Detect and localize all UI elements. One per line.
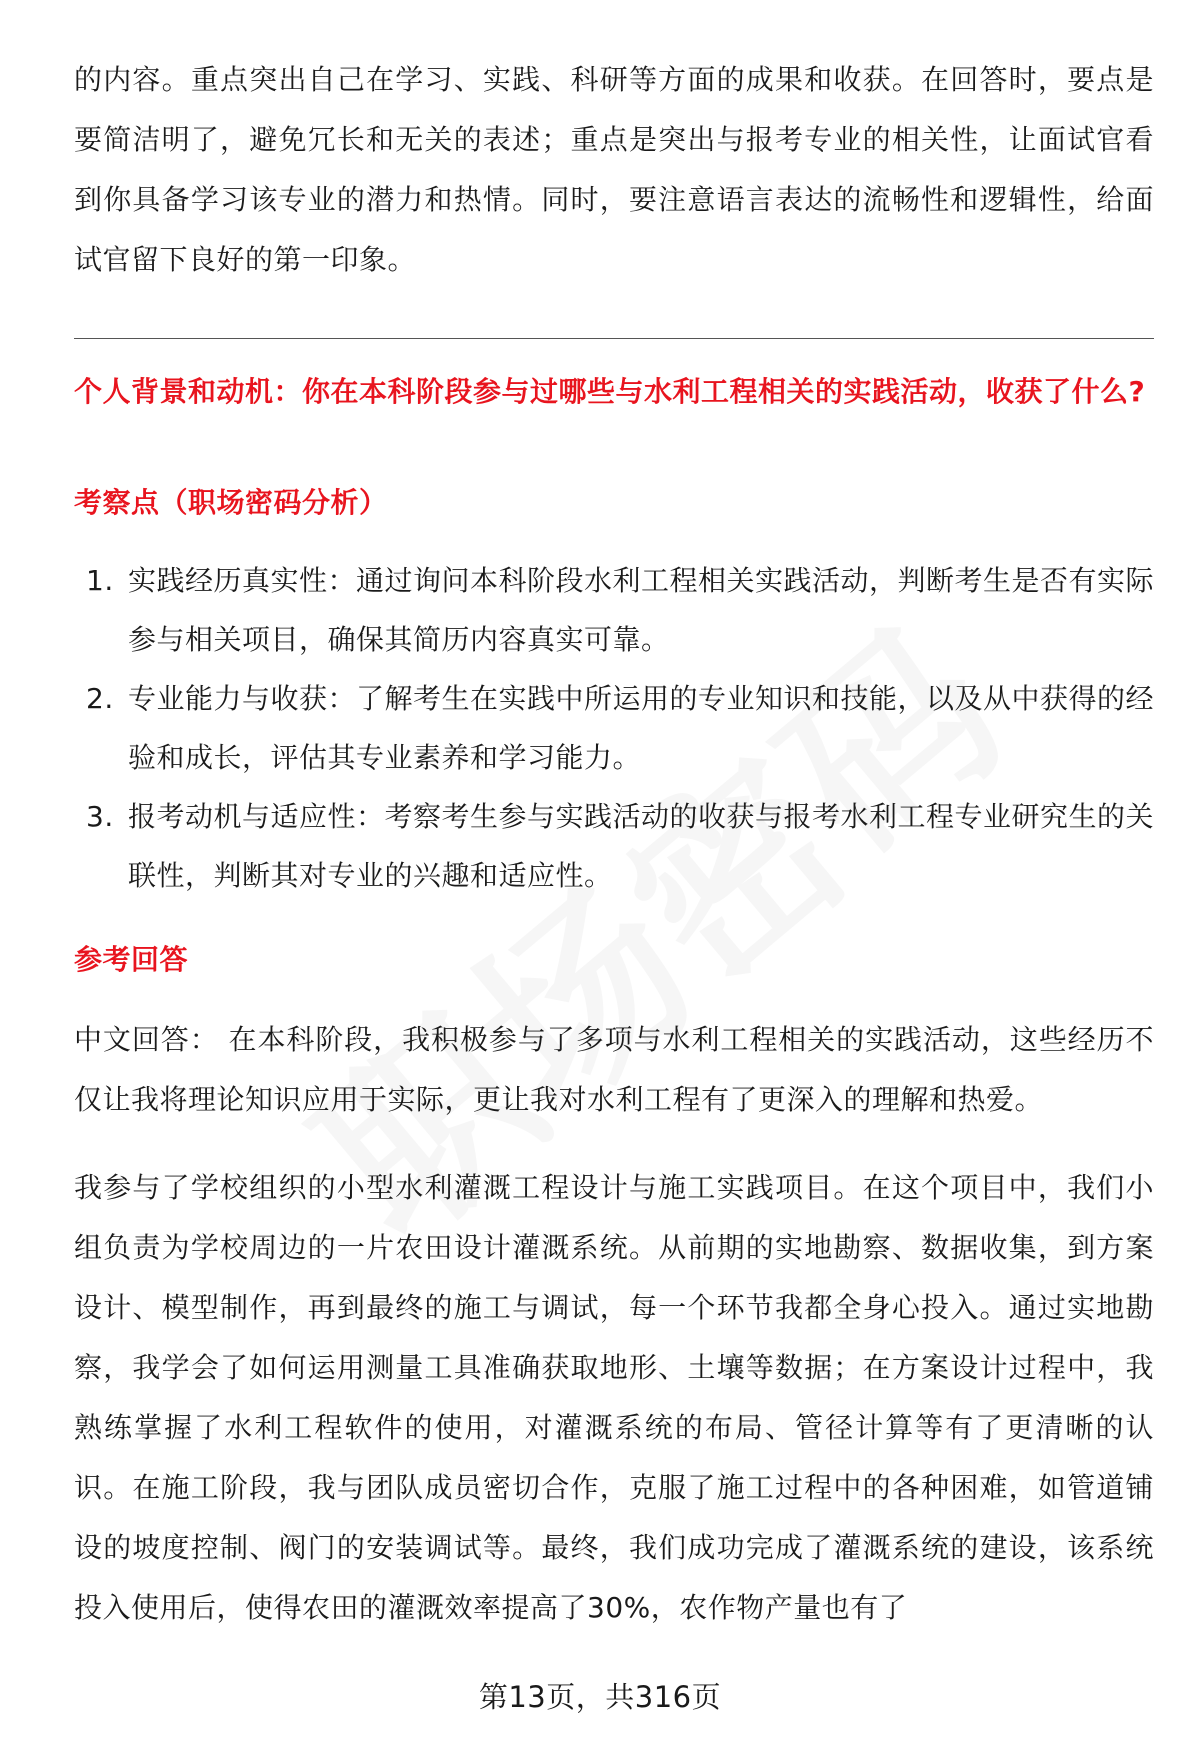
list-item-number: 3. xyxy=(86,800,114,833)
exam-points-list xyxy=(74,551,1154,905)
list-item xyxy=(74,669,1154,787)
page-number-footer: 第13页，共316页 xyxy=(478,1680,722,1714)
chinese-answer-paragraph: 中文回答： 在本科阶段，我积极参与了多项与水利工程相关的实践活动，这些经历不仅让我将理论知识应用于实际，更让我对水利工程有了更深入的理解和热爱。 xyxy=(74,1023,1154,1116)
question-heading: 个人背景和动机：你在本科阶段参与过哪些与水利工程相关的实践活动，收获了什么? xyxy=(74,375,1146,408)
list-item xyxy=(74,787,1154,905)
list-item-number: 1. xyxy=(86,564,114,597)
list-item-number: 2. xyxy=(86,682,114,715)
list-item-text: 报考动机与适应性：考察考生参与实践活动的收获与报考水利工程专业研究生的关联性，判断其对专业的兴趣和适应性。 xyxy=(128,800,1155,892)
reference-answer-heading: 参考回答 xyxy=(74,943,189,976)
list-item-text: 专业能力与收获：了解考生在实践中所运用的专业知识和技能，以及从中获得的经验和成长，评估其专业素养和学习能力。 xyxy=(128,682,1155,774)
exam-points-heading: 考察点（职场密码分析） xyxy=(74,486,388,519)
intro-paragraph: 的内容。重点突出自己在学习、实践、科研等方面的成果和收获。在回答时，要点是要简洁明了，避免冗长和无关的表述；重点是突出与报考专业的相关性，让面试官看到你具备学习该专业的潜力和热情。同时，要注意语言表达的流畅性和逻辑性，给面试官留下良好的第一印象。 xyxy=(74,63,1154,276)
answer-body-paragraph: 我参与了学校组织的小型水利灌溉工程设计与施工实践项目。在这个项目中，我们小组负责为学校周边的一片农田设计灌溉系统。从前期的实地勘察、数据收集，到方案设计、模型制作，再到最终的施工与调试，每一个环节我都全身心投入。通过实地勘察，我学会了如何运用测量工具准确获取地形、土壤等数据；在方案设计过程中，我熟练掌握了水利工程软件的使用，对灌溉系统的布局、管径计算等有了更清晰的认识。在施工阶段，我与团队成员密切合作，克服了施工过程中的各种困难，如管道铺设的坡度控制、阀门的安装调试等。最终，我们成功完成了灌溉系统的建设，该系统投入使用后，使得农田的灌溉效率提高了30%，农作物产量也有了 xyxy=(74,1171,1154,1624)
list-item xyxy=(74,551,1154,669)
section-divider xyxy=(74,338,1154,339)
list-item-text: 实践经历真实性：通过询问本科阶段水利工程相关实践活动，判断考生是否有实际参与相关项目，确保其简历内容真实可靠。 xyxy=(128,564,1155,656)
